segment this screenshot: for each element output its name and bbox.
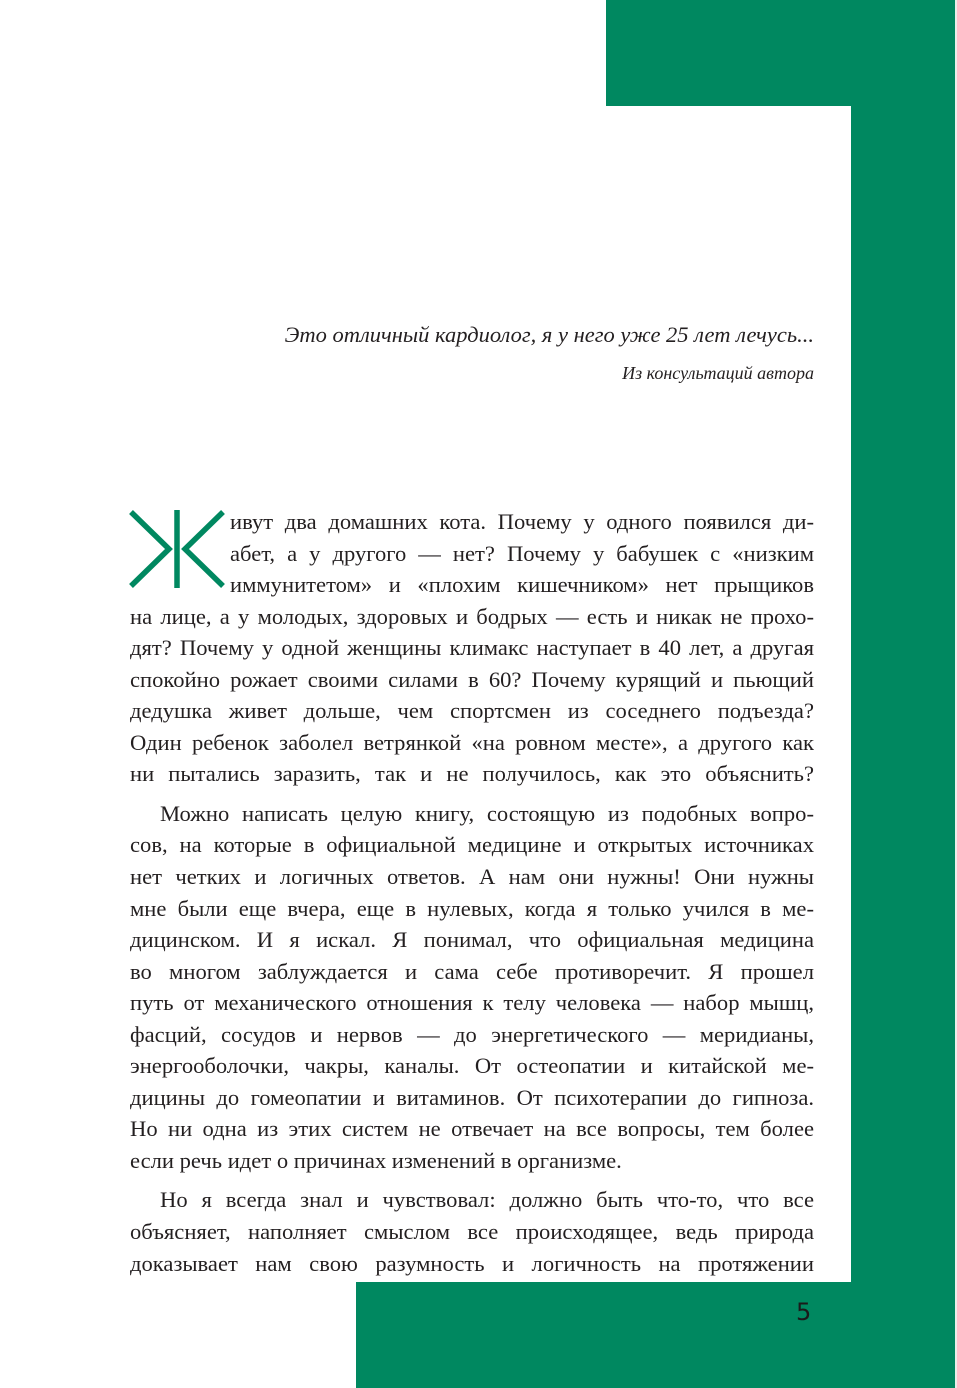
text-line: Один ребенок заболел ветрянкой «на ровном месте», а другого как [130, 729, 814, 755]
text-line: на лице, а у молодых, здоровых и бодрых — есть и никак не прохо- [130, 603, 814, 629]
text-line: ивут два домашних кота. Почему у одного появился ди- [230, 509, 814, 534]
text-line: путь от механического отношения к телу человека — набор мышц, [130, 990, 814, 1016]
text-line: доказывает нам свою разумность и логичность на протяжении [130, 1250, 814, 1276]
text-line: фасций, сосудов и нервов — до энергетического — меридианы, [130, 1021, 814, 1047]
paragraph-1 [130, 506, 814, 790]
page-number: 5 [796, 1298, 812, 1326]
text-line: дят? Почему у одной женщины климакс наступает в 40 лет, а другая [130, 635, 814, 661]
text-line: объясняет, наполняет смыслом все происходящее, ведь природа [130, 1219, 814, 1245]
decorative-right-green-strip [851, 0, 955, 1388]
paragraph-2 [130, 798, 814, 1177]
epigraph-source: Из консультаций автора [622, 363, 814, 383]
text-line: Можно написать целую книгу, состоящую из подобных вопро- [160, 800, 814, 826]
paragraph-3 [130, 1184, 814, 1279]
text-line: если речь идет о причинах изменений в организме. [130, 1147, 622, 1173]
text-line: сов, на которые в официальной медицине и открытых источниках [130, 832, 814, 858]
text-line: абет, а у другого — нет? Почему у бабушек с «низким [230, 540, 814, 566]
decorative-bottom-green-block [356, 1282, 955, 1388]
body-text [130, 506, 814, 1279]
text-line: иммунитетом» и «плохим кишечником» нет прыщиков [230, 572, 814, 598]
epigraph-quote: Это отличный кардиолог, я у него уже 25 лет лечусь... [284, 322, 814, 347]
text-line: энергооболочки, чакры, каналы. От остеопатии и китайской ме- [130, 1053, 814, 1079]
text-line: во многом заблуждается и сама себе противоречит. Я прошел [130, 958, 814, 984]
text-line: мне были еще вчера, еще в нулевых, когда я только учился в ме- [130, 895, 814, 921]
text-line: ни пытались заразить, так и не получилось, как это объяснить? [130, 761, 814, 787]
text-line: Но я всегда знал и чувствовал: должно быть что-то, что все [160, 1187, 814, 1213]
text-line: Но ни одна из этих систем не отвечает на все вопросы, тем более [130, 1116, 814, 1142]
text-line: дедушка живет дольше, чем спортсмен из соседнего подъезда? [130, 698, 814, 724]
text-line: нет четких и логичных ответов. А нам они нужны! Они нужны [130, 864, 814, 890]
text-line: дицинском. И я искал. Я понимал, что официальная медицина [130, 927, 814, 953]
text-line: дицины до гомеопатии и витаминов. От психотерапии до гипноза. [130, 1084, 814, 1110]
text-line: спокойно рожает своими силами в 60? Почему курящий и пьющий [130, 666, 814, 692]
